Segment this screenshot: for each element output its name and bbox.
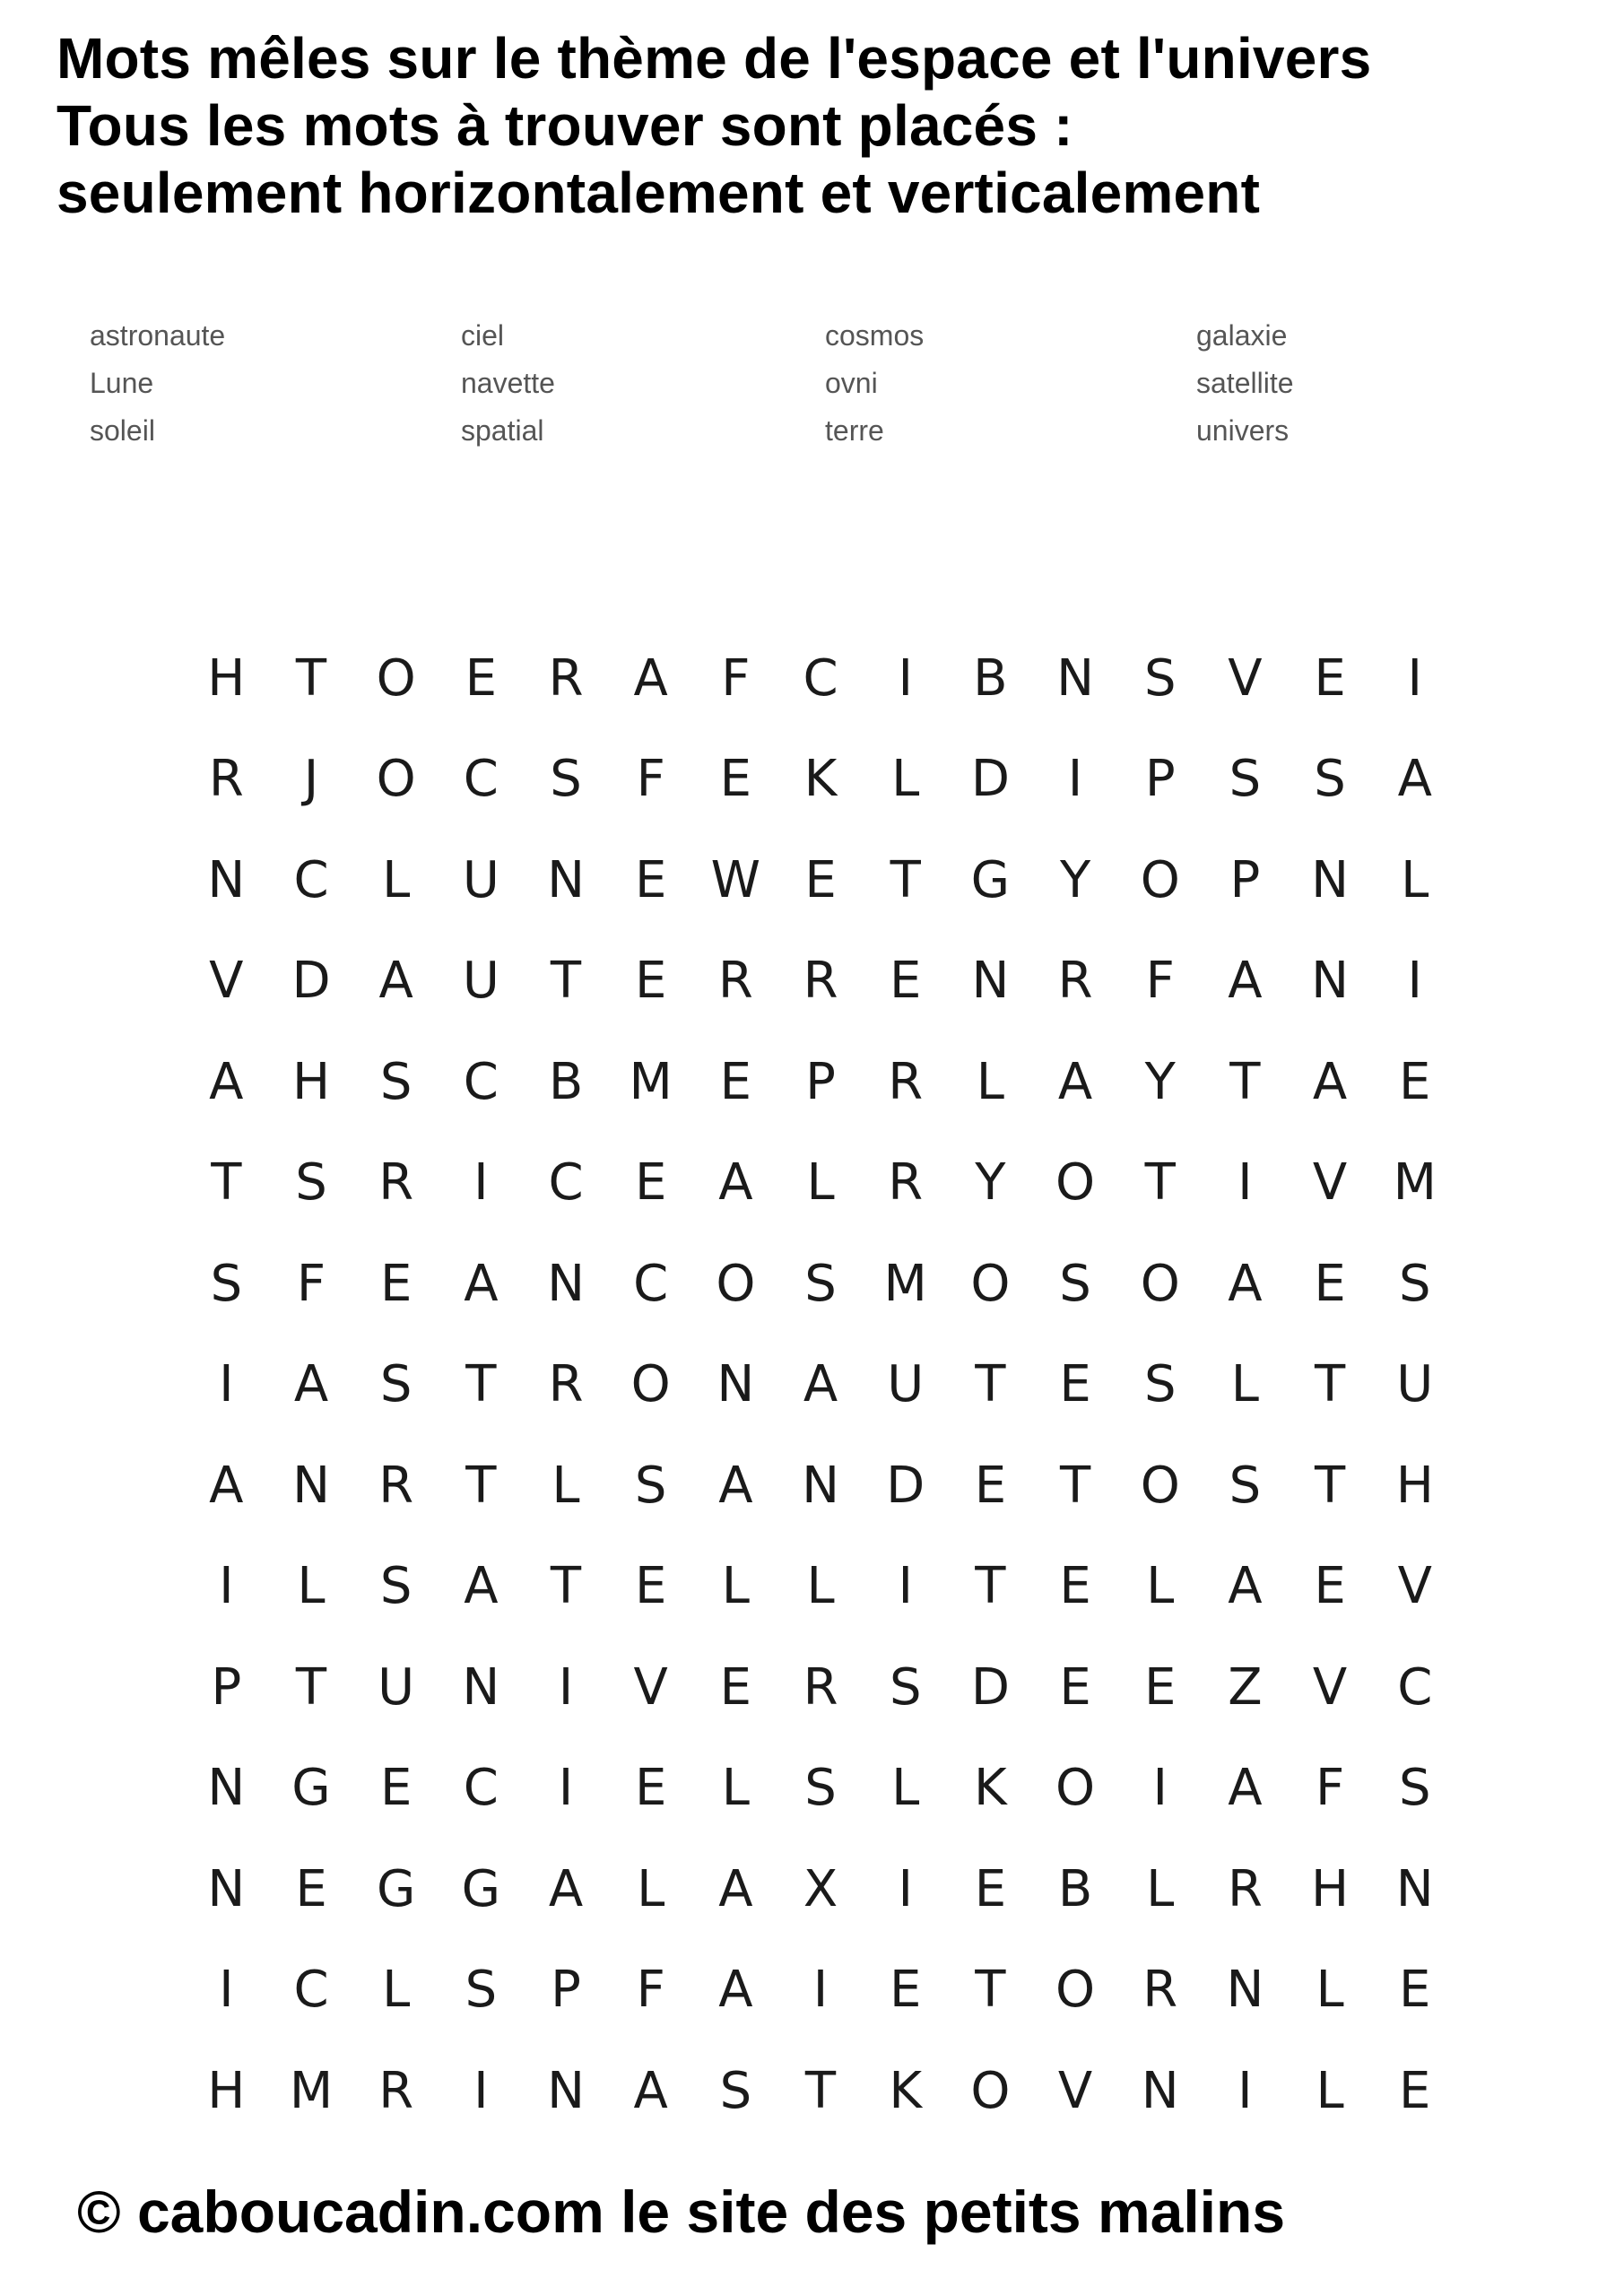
grid-letter: L (721, 1557, 750, 1616)
grid-letter: F (721, 648, 751, 708)
grid-row (184, 1536, 1457, 1638)
grid-letter: N (462, 1657, 500, 1717)
grid-letter: S (1143, 1355, 1177, 1414)
grid-letter: L (1316, 2061, 1344, 2120)
grid-letter: A (1312, 1052, 1348, 1111)
grid-letter: S (804, 1759, 837, 1818)
grid-letter: C (463, 750, 499, 809)
grid-row (184, 1435, 1457, 1536)
grid-letter: I (1238, 2061, 1253, 2120)
grid-letter: H (1311, 1859, 1350, 1918)
grid-letter: I (812, 1961, 829, 2020)
grid-letter: T (1059, 1456, 1091, 1515)
grid-letter: E (974, 1859, 1007, 1918)
grid-letter: T (295, 648, 327, 708)
grid-letter: I (1067, 750, 1083, 809)
letter-grid (184, 628, 1457, 2142)
grid-letter: B (1057, 1859, 1093, 1918)
word-list-item: navette (461, 367, 555, 399)
grid-letter: M (1393, 1153, 1437, 1213)
grid-letter: E (719, 1052, 752, 1111)
grid-letter: O (716, 1254, 756, 1313)
grid-letter: L (551, 1456, 580, 1515)
grid-letter: O (970, 2061, 1011, 2120)
grid-letter: D (970, 1657, 1010, 1717)
grid-letter: D (886, 1456, 925, 1515)
grid-letter: X (803, 1859, 838, 1918)
grid-letter: A (718, 1153, 753, 1213)
grid-letter: E (635, 952, 667, 1011)
grid-letter: E (635, 1557, 667, 1616)
grid-letter: R (548, 1355, 584, 1414)
grid-letter: C (548, 1153, 584, 1213)
word-list-item: ovni (825, 367, 878, 399)
grid-letter: N (802, 1456, 839, 1515)
word-list-item: astronaute (90, 319, 226, 352)
grid-letter: O (1055, 1759, 1096, 1818)
grid-letter: I (558, 1657, 574, 1717)
grid-letter: N (1311, 850, 1350, 909)
word-list-item: soleil (90, 414, 155, 447)
grid-letter: A (1057, 1052, 1093, 1111)
grid-letter: K (974, 1759, 1007, 1818)
word-list-item: univers (1196, 414, 1290, 447)
grid-letter: B (973, 648, 1008, 708)
grid-letter: U (378, 1657, 415, 1717)
grid-letter: A (293, 1355, 329, 1414)
grid-letter: R (803, 1657, 838, 1717)
grid-letter: M (289, 2061, 334, 2120)
grid-letter: A (464, 1254, 499, 1313)
grid-letter: S (210, 1254, 243, 1313)
grid-letter: A (1228, 952, 1263, 1011)
grid-letter: F (636, 750, 665, 809)
grid-letter: O (1055, 1153, 1096, 1213)
grid-letter: N (1056, 648, 1094, 708)
grid-letter: R (717, 952, 753, 1011)
grid-letter: T (211, 1153, 242, 1213)
grid-letter: S (1398, 1254, 1431, 1313)
word-list-row (90, 367, 1345, 414)
grid-letter: S (379, 1052, 413, 1111)
instructions-line-1: Tous les mots à trouver sont placés : (56, 93, 1073, 158)
grid-letter: F (296, 1254, 326, 1313)
grid-letter: T (890, 850, 921, 909)
grid-letter: V (209, 952, 244, 1011)
word-list-item: cosmos (825, 319, 925, 352)
grid-letter: E (635, 1759, 667, 1818)
grid-letter: P (211, 1657, 242, 1717)
grid-letter: H (207, 2061, 246, 2120)
grid-letter: T (804, 2061, 837, 2120)
grid-letter: I (219, 1961, 234, 2020)
grid-letter: L (1146, 1557, 1175, 1616)
grid-letter: N (207, 1759, 246, 1818)
grid-letter: L (1230, 1355, 1259, 1414)
grid-letter: T (975, 1961, 1006, 2020)
page-header (56, 25, 1599, 227)
grid-letter: I (1238, 1153, 1253, 1213)
grid-letter: S (889, 1657, 922, 1717)
grid-letter: T (550, 952, 582, 1011)
grid-letter: N (1311, 952, 1350, 1011)
grid-letter: T (1314, 1456, 1346, 1515)
grid-letter: N (207, 1859, 246, 1918)
grid-letter: A (1228, 1254, 1263, 1313)
grid-letter: S (550, 750, 582, 809)
grid-letter: E (1314, 1557, 1346, 1616)
grid-letter: D (970, 750, 1010, 809)
grid-letter: E (804, 850, 837, 909)
grid-letter: I (1407, 952, 1422, 1011)
grid-letter: E (1399, 1052, 1431, 1111)
grid-letter: E (1314, 648, 1346, 708)
grid-letter: U (887, 1355, 925, 1414)
grid-letter: E (719, 1657, 752, 1717)
instructions-line-2: seulement horizontalement et verticalement (56, 161, 1261, 225)
grid-letter: C (293, 850, 329, 909)
grid-row (184, 1839, 1457, 1940)
grid-letter: G (461, 1859, 501, 1918)
grid-letter: S (1143, 648, 1177, 708)
grid-letter: T (465, 1456, 497, 1515)
grid-letter: O (1140, 850, 1180, 909)
grid-letter: I (1152, 1759, 1168, 1818)
word-list-item: terre (825, 414, 884, 447)
grid-letter: R (378, 1153, 414, 1213)
grid-letter: U (462, 952, 499, 1011)
grid-letter: N (971, 952, 1010, 1011)
grid-letter: A (718, 1859, 753, 1918)
grid-letter: L (1401, 850, 1429, 909)
grid-row (184, 1031, 1457, 1133)
grid-letter: R (378, 1456, 414, 1515)
grid-letter: Y (1144, 1052, 1176, 1111)
grid-letter: V (1057, 2061, 1093, 2120)
grid-letter: V (1397, 1557, 1432, 1616)
grid-letter: P (1229, 850, 1261, 909)
grid-letter: I (219, 1355, 234, 1414)
grid-letter: E (890, 952, 922, 1011)
grid-letter: S (465, 1961, 498, 2020)
grid-letter: C (463, 1759, 499, 1818)
grid-letter: V (633, 1657, 668, 1717)
grid-letter: E (635, 1153, 667, 1213)
grid-letter: S (295, 1153, 327, 1213)
grid-letter: L (806, 1557, 835, 1616)
grid-letter: R (888, 1052, 924, 1111)
word-list-row (90, 414, 1345, 462)
grid-row (184, 2040, 1457, 2142)
grid-letter: E (1059, 1355, 1091, 1414)
grid-letter: N (1395, 1859, 1434, 1918)
grid-letter: R (548, 648, 584, 708)
grid-letter: J (303, 750, 319, 809)
grid-letter: N (292, 1456, 330, 1515)
grid-letter: L (297, 1557, 326, 1616)
word-list-item: spatial (461, 414, 544, 447)
grid-letter: O (1140, 1456, 1180, 1515)
word-list-item: ciel (461, 319, 505, 352)
grid-letter: O (1055, 1961, 1096, 2020)
grid-letter: C (633, 1254, 669, 1313)
grid-letter: N (547, 1254, 585, 1313)
grid-letter: C (293, 1961, 329, 2020)
grid-letter: C (463, 1052, 499, 1111)
grid-letter: Y (975, 1153, 1006, 1213)
grid-letter: F (1145, 952, 1175, 1011)
grid-letter: G (376, 1859, 416, 1918)
grid-letter: E (890, 1961, 922, 2020)
grid-letter: L (976, 1052, 1004, 1111)
grid-row (184, 1738, 1457, 1839)
grid-letter: C (1397, 1657, 1433, 1717)
grid-row (184, 628, 1457, 729)
grid-letter: L (721, 1759, 750, 1818)
grid-letter: E (974, 1456, 1007, 1515)
grid-letter: A (803, 1355, 838, 1414)
grid-letter: O (1140, 1254, 1180, 1313)
grid-letter: T (550, 1557, 582, 1616)
grid-letter: V (1312, 1657, 1348, 1717)
grid-row (184, 1940, 1457, 2041)
grid-letter: A (1397, 750, 1432, 809)
grid-letter: R (1057, 952, 1093, 1011)
grid-letter: C (803, 648, 838, 708)
grid-letter: A (718, 1961, 753, 2020)
grid-letter: O (376, 750, 416, 809)
grid-letter: E (1399, 2061, 1431, 2120)
grid-letter: S (379, 1557, 413, 1616)
grid-letter: V (1228, 648, 1263, 708)
grid-letter: T (1314, 1355, 1346, 1414)
grid-letter: E (379, 1254, 413, 1313)
grid-letter: A (1228, 1759, 1263, 1818)
grid-letter: M (629, 1052, 673, 1111)
grid-row (184, 1233, 1457, 1335)
grid-letter: R (1227, 1859, 1263, 1918)
grid-letter: L (1146, 1859, 1175, 1918)
grid-letter: L (1316, 1961, 1344, 2020)
grid-letter: S (804, 1254, 837, 1313)
grid-letter: E (1059, 1557, 1091, 1616)
grid-letter: V (1312, 1153, 1348, 1213)
word-list (90, 319, 1345, 462)
grid-letter: K (803, 750, 838, 809)
grid-letter: E (1314, 1254, 1346, 1313)
grid-letter: R (803, 952, 838, 1011)
grid-letter: H (291, 1052, 331, 1111)
grid-letter: G (970, 850, 1011, 909)
grid-letter: S (1059, 1254, 1091, 1313)
grid-letter: A (378, 952, 413, 1011)
grid-letter: R (378, 2061, 414, 2120)
page-title: Mots mêles sur le thème de l'espace et l'univers (56, 26, 1372, 91)
grid-letter: O (376, 648, 416, 708)
grid-letter: T (295, 1657, 327, 1717)
grid-row (184, 931, 1457, 1032)
grid-letter: S (1398, 1759, 1431, 1818)
grid-letter: E (379, 1759, 413, 1818)
grid-letter: S (719, 2061, 752, 2120)
word-list-item: galaxie (1196, 319, 1288, 352)
grid-letter: S (1314, 750, 1346, 809)
grid-letter: E (295, 1859, 327, 1918)
grid-row (184, 1133, 1457, 1234)
grid-letter: I (219, 1557, 234, 1616)
grid-letter: P (1144, 750, 1176, 809)
grid-letter: I (898, 648, 913, 708)
grid-letter: L (382, 1961, 411, 2020)
grid-letter: R (208, 750, 244, 809)
grid-letter: T (975, 1355, 1006, 1414)
grid-letter: T (1229, 1052, 1261, 1111)
grid-letter: S (634, 1456, 667, 1515)
grid-letter: H (207, 648, 246, 708)
grid-row (184, 729, 1457, 831)
grid-letter: L (891, 750, 920, 809)
grid-letter: P (805, 1052, 836, 1111)
grid-letter: D (291, 952, 331, 1011)
grid-letter: A (718, 1456, 753, 1515)
grid-letter: K (889, 2061, 923, 2120)
grid-letter: I (473, 2061, 489, 2120)
grid-letter: T (1144, 1153, 1176, 1213)
grid-letter: S (1229, 1456, 1262, 1515)
grid-letter: L (382, 850, 411, 909)
grid-letter: Y (1059, 850, 1091, 909)
grid-letter: W (710, 850, 761, 909)
grid-letter: T (975, 1557, 1006, 1616)
grid-letter: I (898, 1859, 913, 1918)
grid-letter: P (551, 1961, 581, 2020)
grid-letter: A (209, 1052, 244, 1111)
grid-letter: E (719, 750, 752, 809)
grid-letter: A (1228, 1557, 1263, 1616)
grid-letter: A (464, 1557, 499, 1616)
word-list-item: satellite (1196, 367, 1294, 399)
grid-letter: I (898, 1557, 913, 1616)
grid-letter: I (558, 1759, 574, 1818)
grid-letter: N (1141, 2061, 1179, 2120)
grid-letter: G (291, 1759, 331, 1818)
grid-letter: O (970, 1254, 1011, 1313)
grid-letter: O (630, 1355, 671, 1414)
grid-letter: N (207, 850, 246, 909)
grid-letter: E (635, 850, 667, 909)
word-list-item: Lune (90, 367, 154, 399)
grid-letter: Z (1228, 1657, 1263, 1717)
grid-letter: N (547, 850, 585, 909)
grid-letter: M (883, 1254, 927, 1313)
grid-letter: L (806, 1153, 835, 1213)
grid-row (184, 830, 1457, 931)
grid-letter: U (462, 850, 499, 909)
grid-letter: L (637, 1859, 665, 1918)
grid-letter: A (548, 1859, 584, 1918)
grid-letter: N (1226, 1961, 1264, 2020)
grid-letter: F (636, 1961, 665, 2020)
grid-letter: U (1396, 1355, 1434, 1414)
grid-letter: E (465, 648, 498, 708)
grid-letter: L (891, 1759, 920, 1818)
grid-letter: T (465, 1355, 497, 1414)
grid-letter: N (547, 2061, 585, 2120)
grid-letter: B (548, 1052, 584, 1111)
grid-letter: N (716, 1355, 755, 1414)
grid-letter: E (1059, 1657, 1091, 1717)
grid-letter: F (1315, 1759, 1345, 1818)
grid-letter: S (379, 1355, 413, 1414)
grid-letter: E (1144, 1657, 1177, 1717)
grid-letter: R (1142, 1961, 1178, 2020)
grid-letter: H (1395, 1456, 1434, 1515)
grid-row (184, 1335, 1457, 1436)
grid-row (184, 1637, 1457, 1738)
grid-letter: A (209, 1456, 244, 1515)
grid-letter: S (1229, 750, 1262, 809)
grid-letter: E (1399, 1961, 1431, 2020)
grid-letter: I (1407, 648, 1422, 708)
grid-letter: I (473, 1153, 489, 1213)
grid-letter: A (633, 2061, 668, 2120)
footer-copyright: © caboucadin.com le site des petits malins (77, 2179, 1286, 2245)
grid-letter: A (633, 648, 668, 708)
grid-letter: R (888, 1153, 924, 1213)
word-list-row (90, 319, 1345, 367)
